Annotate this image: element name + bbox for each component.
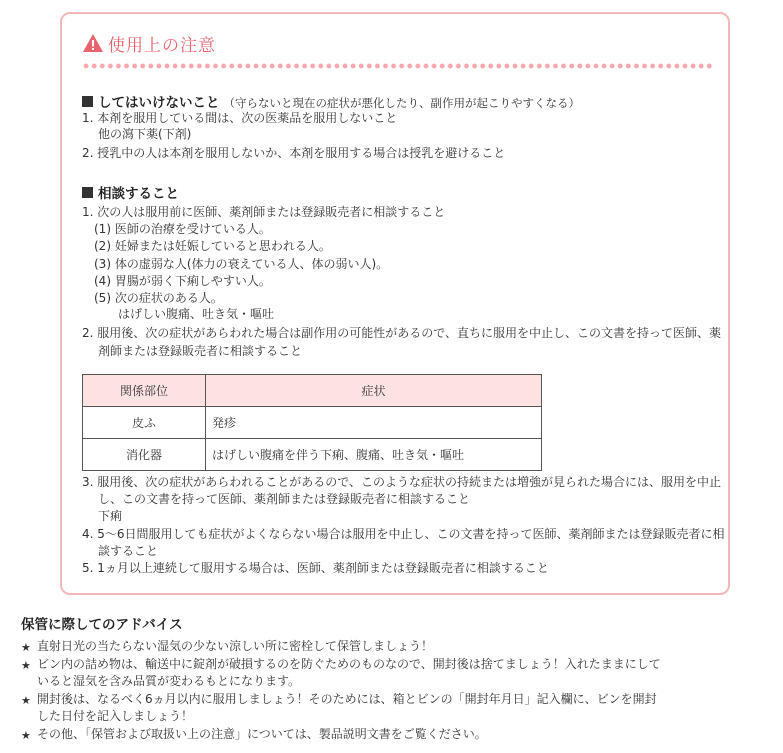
square-bullet-icon — [82, 96, 93, 107]
consult-line: (4) 胃腸が弱く下痢しやすい人。 — [94, 274, 271, 288]
prohibited-line: 1. 本剤を服用している間は、次の医薬品を服用しないこと — [82, 111, 398, 125]
storage-line: その他、「保管および取扱い上の注意」については、製品説明文書をご覧ください。 — [37, 727, 487, 741]
prohibited-note: （守らないと現在の症状が悪化したり、副作用が起こりやすくなる） — [223, 96, 580, 110]
prohibited-section-heading — [82, 91, 580, 111]
star-bullet-icon: ★ — [21, 641, 31, 654]
table-cell: 発疹 — [206, 407, 542, 439]
storage-line: 直射日光の当たらない湿気の少ない涼しい所に密栓して保管しましょう！ — [37, 639, 434, 653]
consult-line: 1. 次の人は服用前に医師、薬剤師または登録販売者に相談すること — [82, 205, 446, 219]
storage-line: 開封後は、なるべく6ヵ月以内に服用しましょう！そのためには、箱とビンの「開封年月日」記入欄に、ビンを開封 — [37, 692, 657, 706]
table-row — [83, 407, 542, 439]
dotted-divider — [82, 63, 714, 69]
star-bullet-icon: ★ — [21, 659, 31, 672]
table-header: 症状 — [206, 375, 542, 407]
precautions-title: 使用上の注意 — [108, 35, 216, 56]
precautions-card — [60, 12, 730, 595]
consult-line: (2) 妊婦または妊娠していると思われる人。 — [94, 239, 331, 253]
table-header-row — [83, 375, 542, 407]
star-bullet-icon: ★ — [21, 694, 31, 707]
consult-line: 剤師または登録販売者に相談すること — [98, 344, 303, 358]
square-bullet-icon — [82, 187, 93, 198]
consult-line: 2. 服用後、次の症状があらわれた場合は副作用の可能性があるので、直ちに服用を中止し、この文書を持って医師、薬 — [82, 326, 722, 340]
star-bullet-icon: ★ — [21, 729, 31, 742]
storage-advice-title: 保管に際してのアドバイス — [21, 617, 183, 633]
table-cell: 消化器 — [83, 439, 206, 471]
table-row — [83, 439, 542, 471]
consult-line: 下痢 — [98, 509, 123, 523]
consult-heading: 相談すること — [98, 186, 179, 202]
storage-line: いると湿気を含み品質が変わるもとになります。 — [37, 674, 301, 688]
storage-line: した日付を記入しましょう！ — [37, 709, 194, 723]
consult-line: 談すること — [98, 544, 159, 558]
consult-line: 5. 1ヵ月以上連続して服用する場合は、医師、薬剤師または登録販売者に相談すること — [82, 561, 549, 575]
table-cell: 皮ふ — [83, 407, 206, 439]
storage-line: ビン内の詰め物は、輸送中に錠剤が破損するのを防ぐためのものなので、開封後は捨てましょう！入れたままにして — [37, 657, 661, 671]
symptom-table — [82, 374, 542, 471]
prohibited-heading: してはいけないこと — [98, 95, 220, 111]
consult-line: (1) 医師の治療を受けている人。 — [94, 222, 271, 236]
consult-line: はげしい腹痛、吐き気・嘔吐 — [118, 307, 275, 321]
prohibited-line: 他の瀉下薬(下剤) — [98, 127, 192, 141]
consult-line: 4. 5～6日間服用しても症状がよくならない場合は服用を中止し、この文書を持って医師、薬剤師または登録販売者に相 — [82, 527, 725, 541]
precautions-heading — [82, 30, 216, 56]
consult-line: し、この文書を持って医師、薬剤師または登録販売者に相談すること — [98, 492, 471, 506]
consult-line: 3. 服用後、次の症状があらわれることがあるので、このような症状の持続または増強が見られた場合には、服用を中止 — [82, 475, 722, 489]
prohibited-line: 2. 授乳中の人は本剤を服用しないか、本剤を服用する場合は授乳を避けること — [82, 146, 506, 160]
table-cell: はげしい腹痛を伴う下痢、腹痛、吐き気・嘔吐 — [206, 439, 542, 471]
consult-section-heading — [82, 182, 179, 202]
warning-triangle-icon — [82, 33, 104, 53]
consult-line: (5) 次の症状のある人。 — [94, 291, 223, 305]
table-header: 関係部位 — [83, 375, 206, 407]
consult-line: (3) 体の虚弱な人(体力の衰えている人、体の弱い人)。 — [94, 257, 389, 271]
